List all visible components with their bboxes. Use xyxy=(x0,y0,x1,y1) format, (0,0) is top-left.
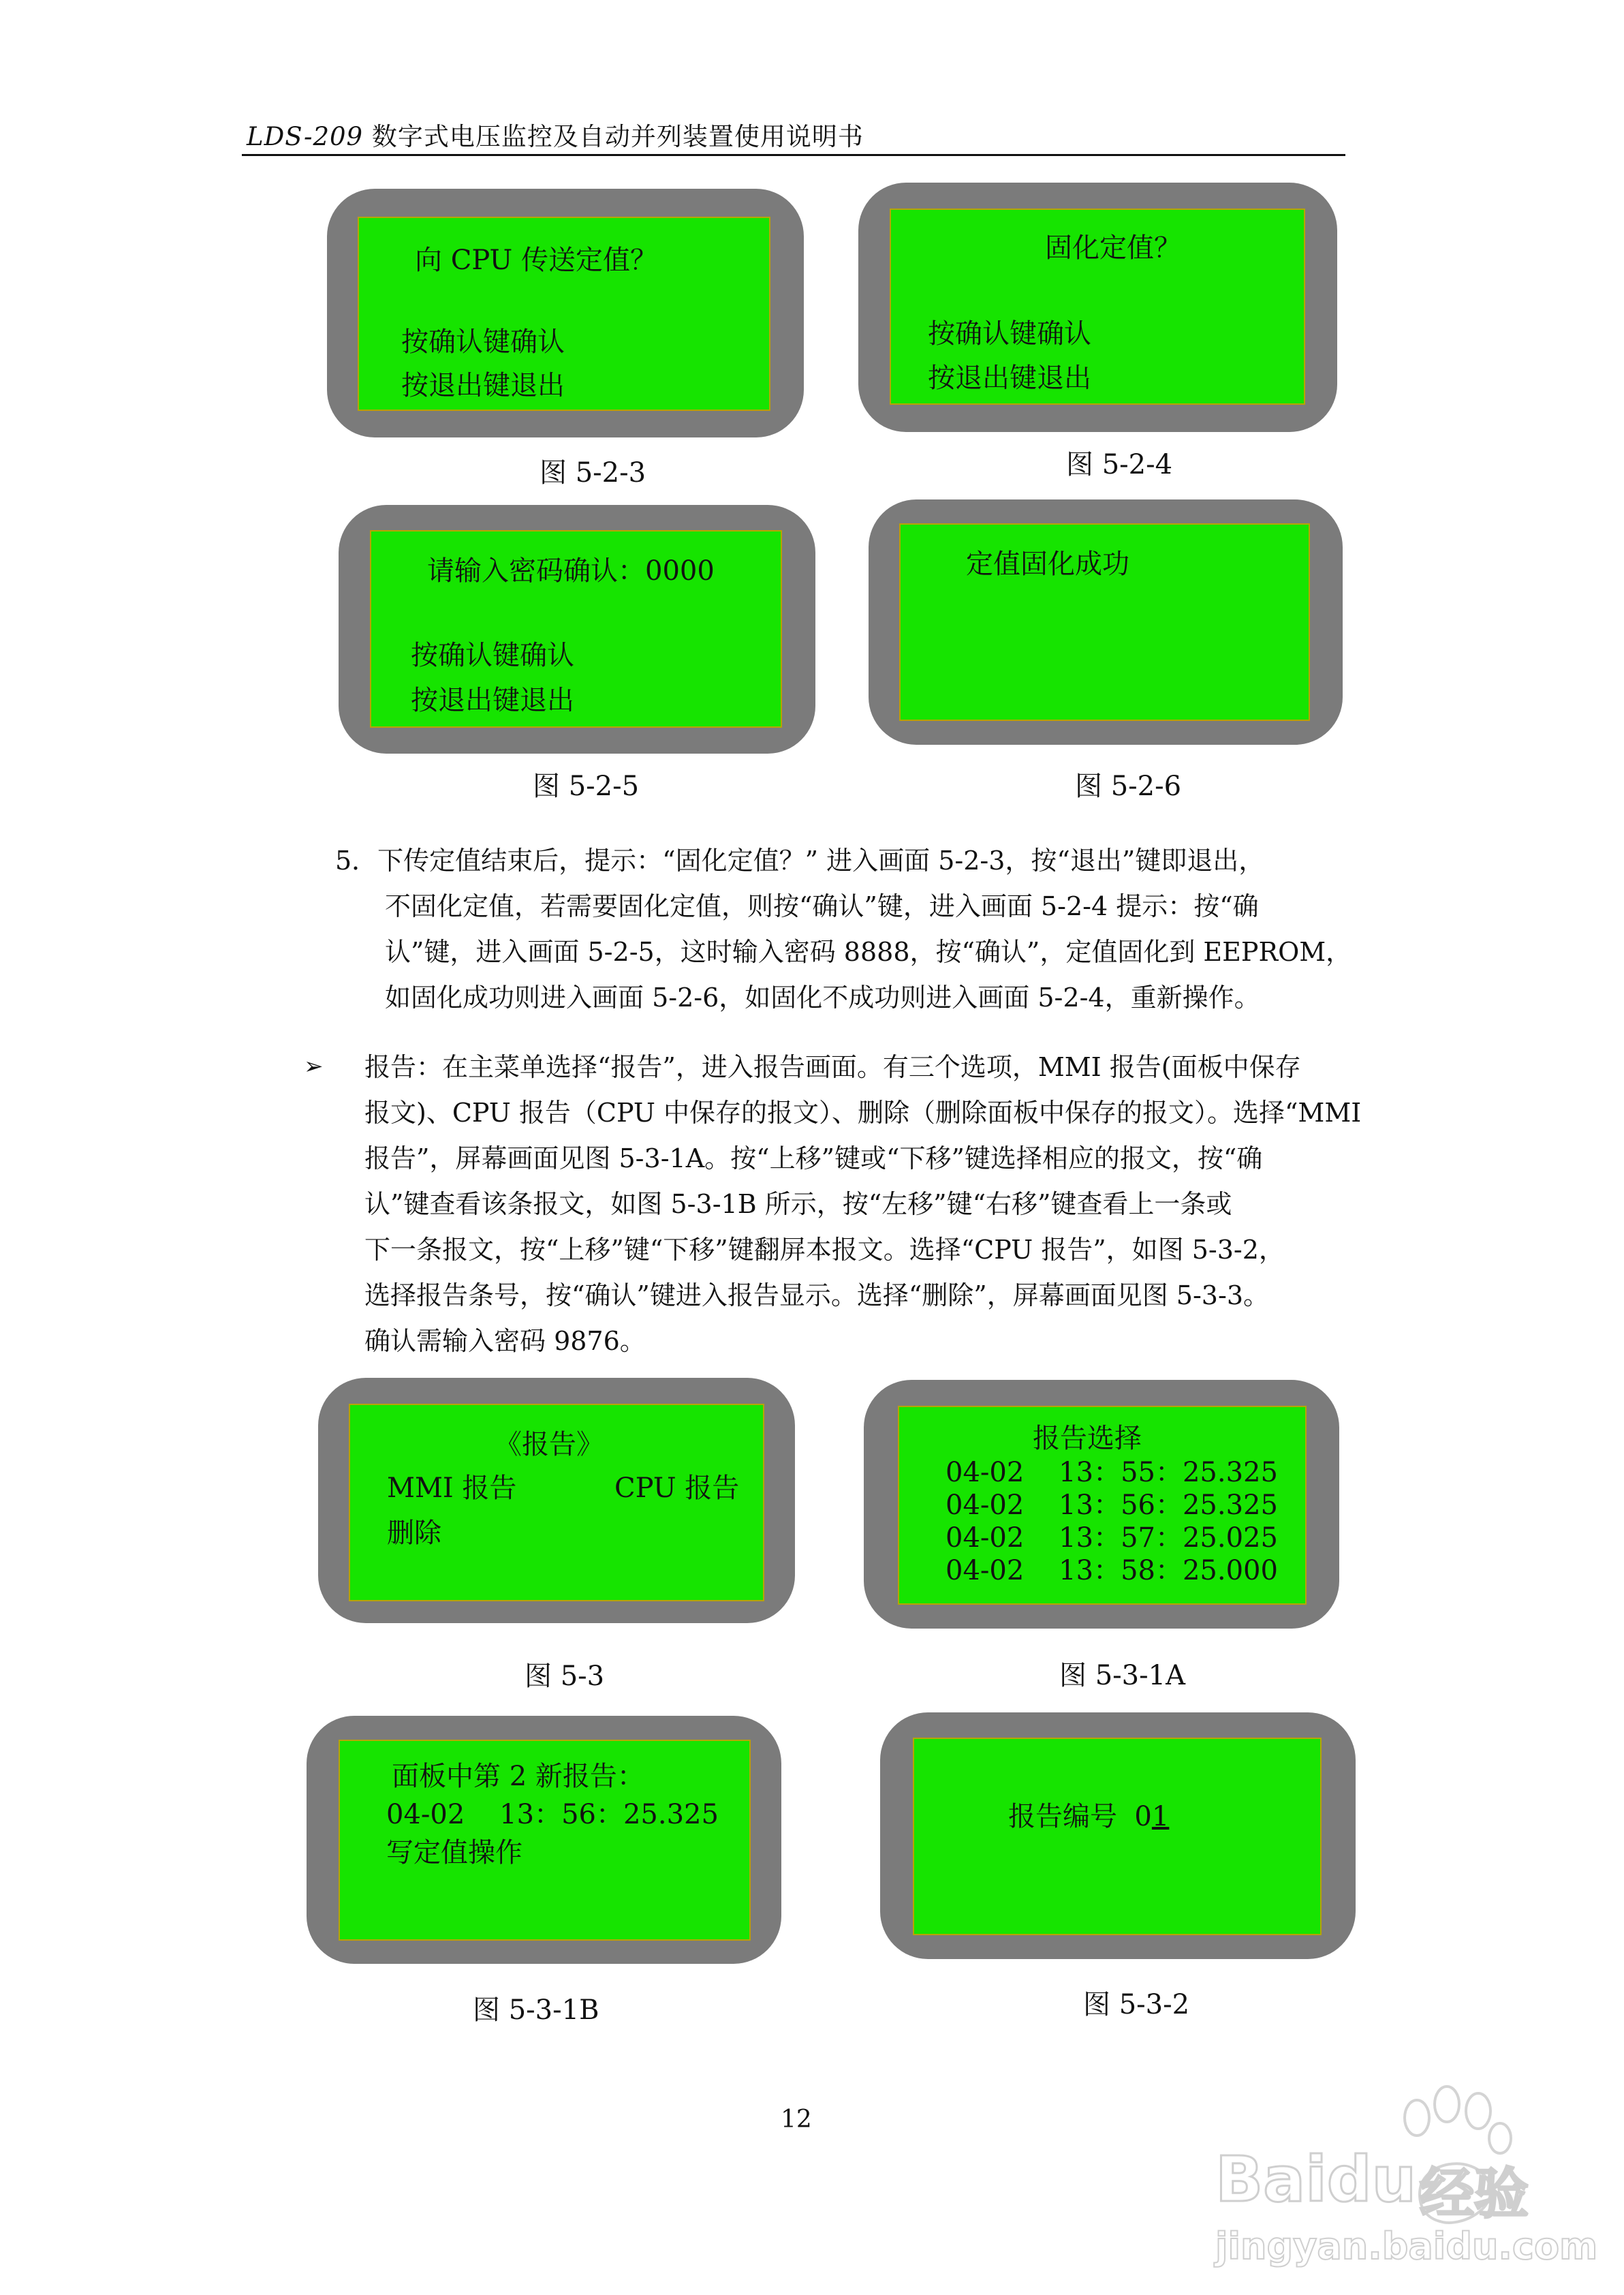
menu-item-delete: 删除 xyxy=(387,1518,441,1549)
watermark-url: jingyan.baidu.com xyxy=(1215,2225,1598,2268)
report-number-label: 报告编号 0 xyxy=(1008,1801,1152,1832)
lcd-5-2-5 xyxy=(370,530,782,728)
lcd-5-3-2 xyxy=(913,1738,1322,1935)
report-row: 04-02 13：56：25.325 xyxy=(946,1490,1278,1521)
report-row: 04-02 13：55：25.325 xyxy=(946,1457,1278,1488)
figure-caption: 图 5-3-1B xyxy=(473,1994,599,2026)
lcd-5-3 xyxy=(349,1404,764,1601)
menu-item-cpu-report: CPU 报告 xyxy=(614,1473,740,1504)
figure-caption: 图 5-3 xyxy=(525,1661,605,1692)
report-number-cursor: 1 xyxy=(1151,1801,1170,1832)
lcd-5-3-1b xyxy=(339,1740,751,1941)
figure-caption: 图 5-3-1A xyxy=(1059,1660,1185,1691)
lcd-line: 请输入密码确认：0000 xyxy=(427,555,715,587)
lcd-line: 向 CPU 传送定值？ xyxy=(415,245,657,276)
report-row: 04-02 13：57：25.025 xyxy=(946,1522,1278,1554)
watermark-jingyan: 经验 xyxy=(1420,2162,1529,2225)
menu-item-mmi-report: MMI 报告 xyxy=(387,1473,517,1504)
lcd-line: 按退出键退出 xyxy=(411,685,574,716)
header-title: 数字式电压监控及自动并列装置使用说明书 xyxy=(363,122,864,151)
paragraph-line: 选择报告条号，按“确认”键进入报告显示。选择“删除”，屏幕画面见图 5-3-3。 xyxy=(364,1280,1269,1310)
report-detail-line: 写定值操作 xyxy=(386,1837,522,1868)
paragraph-line: 不固化定值，若需要固化定值，则按“确认”键，进入画面 5-2-4 提示：按“确 xyxy=(385,891,1259,921)
page-number: 12 xyxy=(781,2106,812,2134)
lcd-line: 固化定值？ xyxy=(1045,232,1181,264)
header-rule xyxy=(242,154,1345,156)
menu-title: 《报告》 xyxy=(495,1429,604,1460)
lcd-line: 按确认键确认 xyxy=(928,318,1091,350)
figure-caption: 图 5-3-2 xyxy=(1083,1989,1190,2020)
figure-caption: 图 5-2-6 xyxy=(1075,771,1182,802)
paragraph-line: 报告：在主菜单选择“报告”，进入报告画面。有三个选项，MMI 报告(面板中保存 xyxy=(364,1052,1301,1082)
report-row: 04-02 13：58：25.000 xyxy=(946,1555,1278,1586)
paragraph-line: 5．下传定值结束后，提示：“固化定值？” 进入画面 5-2-3，按“退出”键即退出， xyxy=(335,846,1265,876)
lcd-5-2-4 xyxy=(890,209,1305,405)
document-header xyxy=(247,116,864,153)
report-select-title: 报告选择 xyxy=(1033,1423,1142,1454)
lcd-5-2-3 xyxy=(358,217,770,411)
figure-caption: 图 5-2-5 xyxy=(533,771,640,802)
report-detail-line: 04-02 13：56：25.325 xyxy=(386,1799,719,1830)
paragraph-line: 下一条报文，按“上移”键“下移”键翻屏本报文。选择“CPU 报告”，如图 5-3-2， xyxy=(364,1235,1285,1265)
watermark-brand: Baidu xyxy=(1215,2143,1417,2216)
lcd-line: 按确认键确认 xyxy=(401,326,565,358)
paragraph-line: 认”键查看该条报文，如图 5-3-1B 所示，按“左移”键“右移”键查看上一条或 xyxy=(364,1189,1232,1219)
paragraph-line: 认”键，进入画面 5-2-5，这时输入密码 8888，按“确认”，定值固化到 EEPROM， xyxy=(385,937,1352,967)
header-model: LDS-209 xyxy=(247,122,364,151)
lcd-line: 定值固化成功 xyxy=(966,549,1129,580)
report-number xyxy=(1008,1795,1169,1834)
figure-caption: 图 5-2-4 xyxy=(1066,449,1173,480)
figure-caption: 图 5-2-3 xyxy=(540,457,646,489)
paragraph-line: 如固化成功则进入画面 5-2-6，如固化不成功则进入画面 5-2-4，重新操作。 xyxy=(385,983,1260,1013)
paragraph-line: 确认需输入密码 9876。 xyxy=(364,1326,646,1356)
bullet-arrow-icon: ➢ xyxy=(304,1053,324,1080)
paragraph-line: 报文)、CPU 报告（CPU 中保存的报文）、删除（删除面板中保存的报文）。选择“MMI xyxy=(364,1098,1362,1128)
lcd-5-2-6 xyxy=(899,523,1310,721)
baidu-jingyan-watermark xyxy=(1215,2078,1598,2269)
lcd-5-3-1a xyxy=(898,1406,1307,1605)
lcd-line: 按退出键退出 xyxy=(928,363,1091,394)
paragraph-line: 报告”，屏幕画面见图 5-3-1A。按“上移”键或“下移”键选择相应的报文，按“确 xyxy=(364,1143,1263,1173)
lcd-line: 按确认键确认 xyxy=(411,640,574,671)
lcd-line: 按退出键退出 xyxy=(401,370,565,401)
report-detail-line: 面板中第 2 新报告： xyxy=(392,1761,644,1792)
